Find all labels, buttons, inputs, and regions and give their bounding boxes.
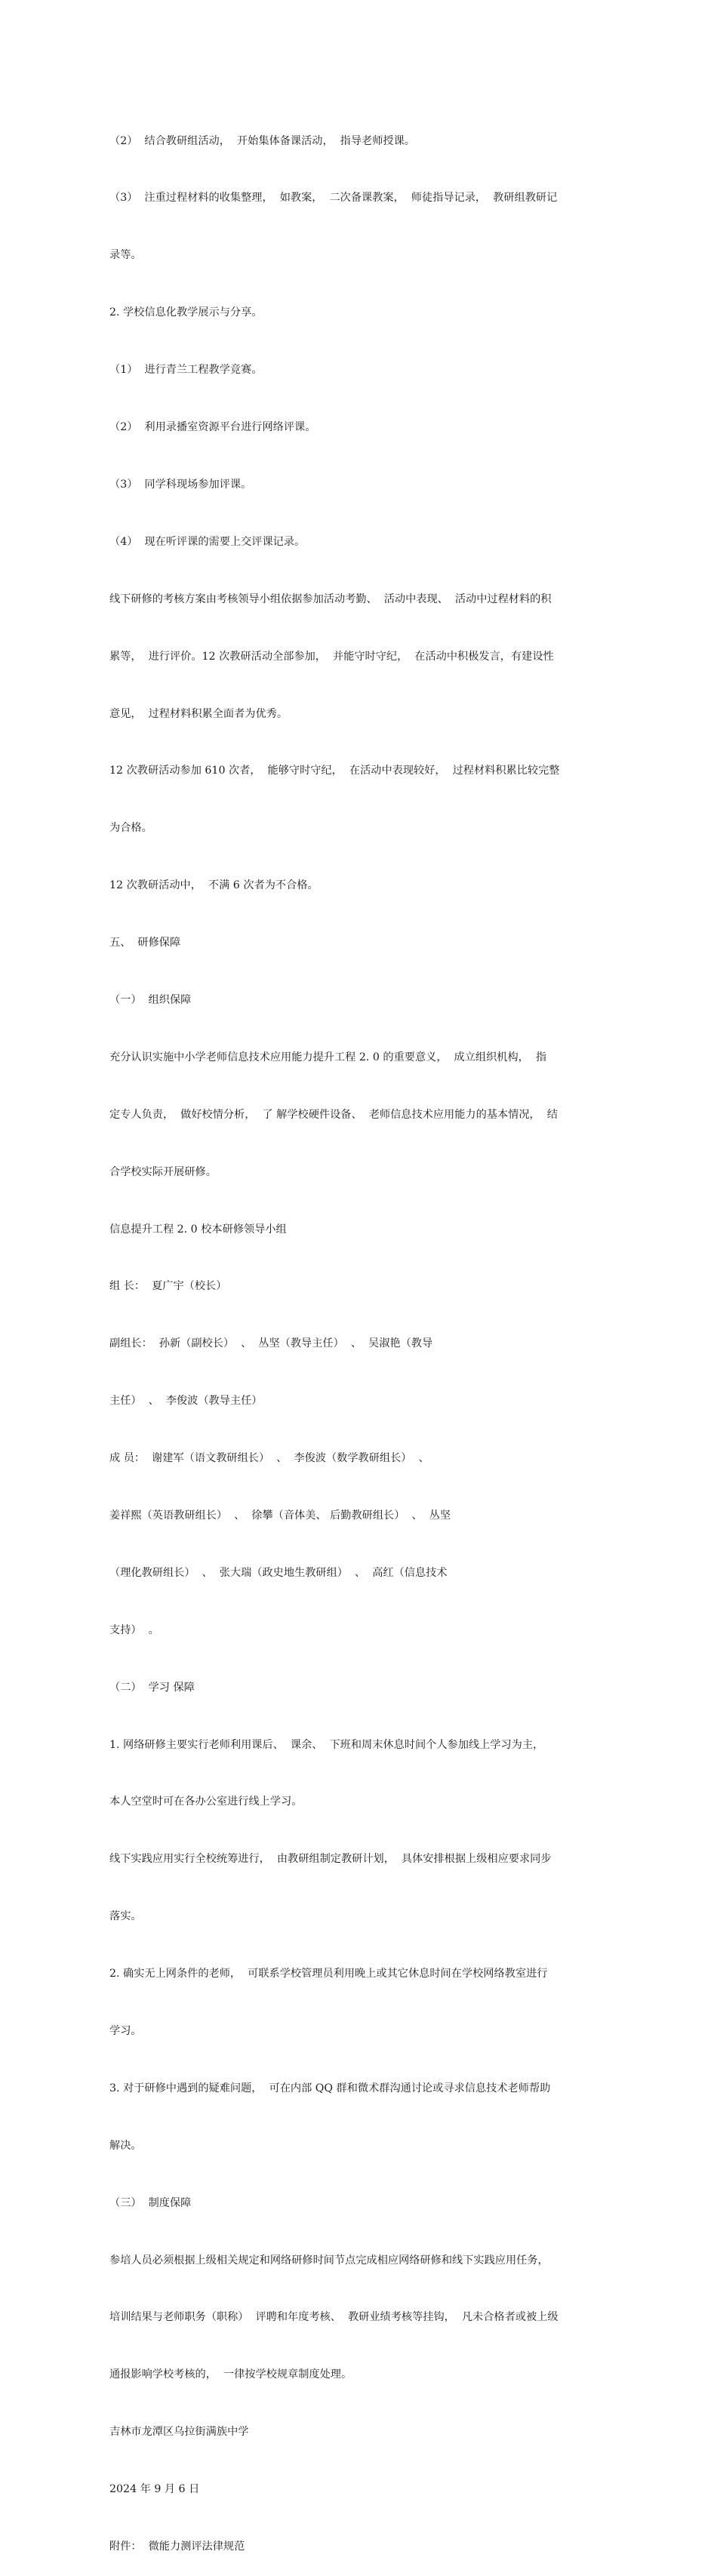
- text-line: （1） 进行青兰工程教学竞赛。: [109, 364, 263, 377]
- text-line: 通报影响学校考核的， 一律按学校规章制度处理。: [109, 2368, 352, 2381]
- text-line: 定专人负责， 做好校情分析， 了 解学校硬件设备、 老师信息技术应用能力的基本情况， 结: [109, 1108, 558, 1121]
- text-line: 充分认识实施中小学老师信息技术应用能力提升工程 2. 0 的重要意义， 成立组织机构， 指: [109, 1051, 547, 1063]
- text-line: 落实。: [109, 1910, 142, 1923]
- text-line: 解决。: [109, 2139, 142, 2152]
- text-line: 参培人员必须根据上级相关规定和网络研修时间节点完成相应网络研修和线下实践应用任务，: [109, 2254, 549, 2267]
- text-line: 本人空堂时可在各办公室进行线上学习。: [109, 1796, 303, 1808]
- text-line: 12 次教研活动中， 不满 6 次者为不合格。: [109, 879, 318, 892]
- text-line: （3） 同学科现场参加评课。: [109, 478, 252, 491]
- text-line: 学习。: [109, 2024, 142, 2037]
- text-line: （理化教研组长） 、 张大瑞（政史地生教研组） 、 高红（信息技术: [109, 1566, 448, 1579]
- text-line: 成 员： 谢建军（语文教研组长） 、 李俊波（数学教研组长） 、: [109, 1452, 429, 1465]
- text-line: 姜祥熙（英语教研组长） 、 徐攀（音体美、 后勤教研组长） 、 丛坚: [109, 1509, 451, 1522]
- text-line: 12 次教研活动参加 610 次者， 能够守时守纪， 在活动中表现较好， 过程材料积累比较完整: [109, 765, 560, 777]
- text-line: 主任） 、 李俊波（教导主任）: [109, 1395, 263, 1408]
- text-line: 副组长： 孙新（副校长） 、 丛坚（教导主任） 、 吴淑艳（教导: [109, 1337, 433, 1350]
- text-line: （2） 利用录播室资源平台进行网络评课。: [109, 421, 316, 434]
- text-line: 累等， 进行评价。12 次教研活动全部参加， 并能守时守纪， 在活动中积极发言，有建设性: [109, 650, 554, 663]
- subsection-heading: （二） 学习 保障: [109, 1681, 195, 1694]
- text-line: 培训结果与老师职务（职称） 评聘和年度考核、 教研业绩考核等挂钩， 凡未合格者或被上级: [109, 2311, 559, 2324]
- text-line: 意见， 过程材料积累全面者为优秀。: [109, 707, 288, 720]
- text-line: （3） 注重过程材料的收集整理， 如教案， 二次备课教案， 师徒指导记录， 教研组教研记: [109, 192, 558, 205]
- document-body: [109, 94, 611, 2576]
- text-line: 合学校实际开展研修。: [109, 1165, 217, 1178]
- text-line: 支持） 。: [109, 1623, 159, 1636]
- text-line: 录等。: [109, 249, 142, 262]
- subsection-heading: （三） 制度保障: [109, 2196, 192, 2209]
- attachment-line: 附件： 微能力测评法律规范: [109, 2541, 245, 2553]
- text-line: 线下实践应用实行全校统筹进行， 由教研组制定教研计划， 具体安排根据上级相应要求同步: [109, 1853, 552, 1866]
- text-line: （4） 现在听评课的需要上交评课记录。: [109, 535, 306, 548]
- text-line: 2. 确实无上网条件的老师， 可联系学校管理员利用晚上或其它休息时间在学校网络教室进行: [109, 1968, 548, 1980]
- school-name: 吉林市龙潭区乌拉街满族中学: [109, 2426, 249, 2439]
- text-line: 为合格。: [109, 822, 152, 835]
- document-date: 2024 年 9 月 6 日: [109, 2483, 200, 2496]
- text-line: 信息提升工程 2. 0 校本研修领导小组: [109, 1223, 287, 1236]
- text-line: 1. 网络研修主要实行老师利用课后、 课余、 下班和周末休息时间个人参加线上学习为主，: [109, 1738, 544, 1751]
- text-line: 3. 对于研修中遇到的疑难问题， 可在内部 QQ 群和微术群沟通讨论或寻求信息技术老师帮助: [109, 2082, 551, 2094]
- text-line: （2） 结合教研组活动， 开始集体备课活动， 指导老师授课。: [109, 134, 415, 147]
- text-line: 组 长： 夏广宇（校长）: [109, 1280, 227, 1293]
- text-line: 线下研修的考核方案由考核领导小组依据参加活动考勤、 活动中表现、 活动中过程材料的积: [109, 592, 552, 605]
- text-line: 2. 学校信息化教学展示与分享。: [109, 306, 263, 319]
- subsection-heading: （一） 组织保障: [109, 993, 192, 1006]
- section-heading: 五、 研修保障: [109, 937, 181, 949]
